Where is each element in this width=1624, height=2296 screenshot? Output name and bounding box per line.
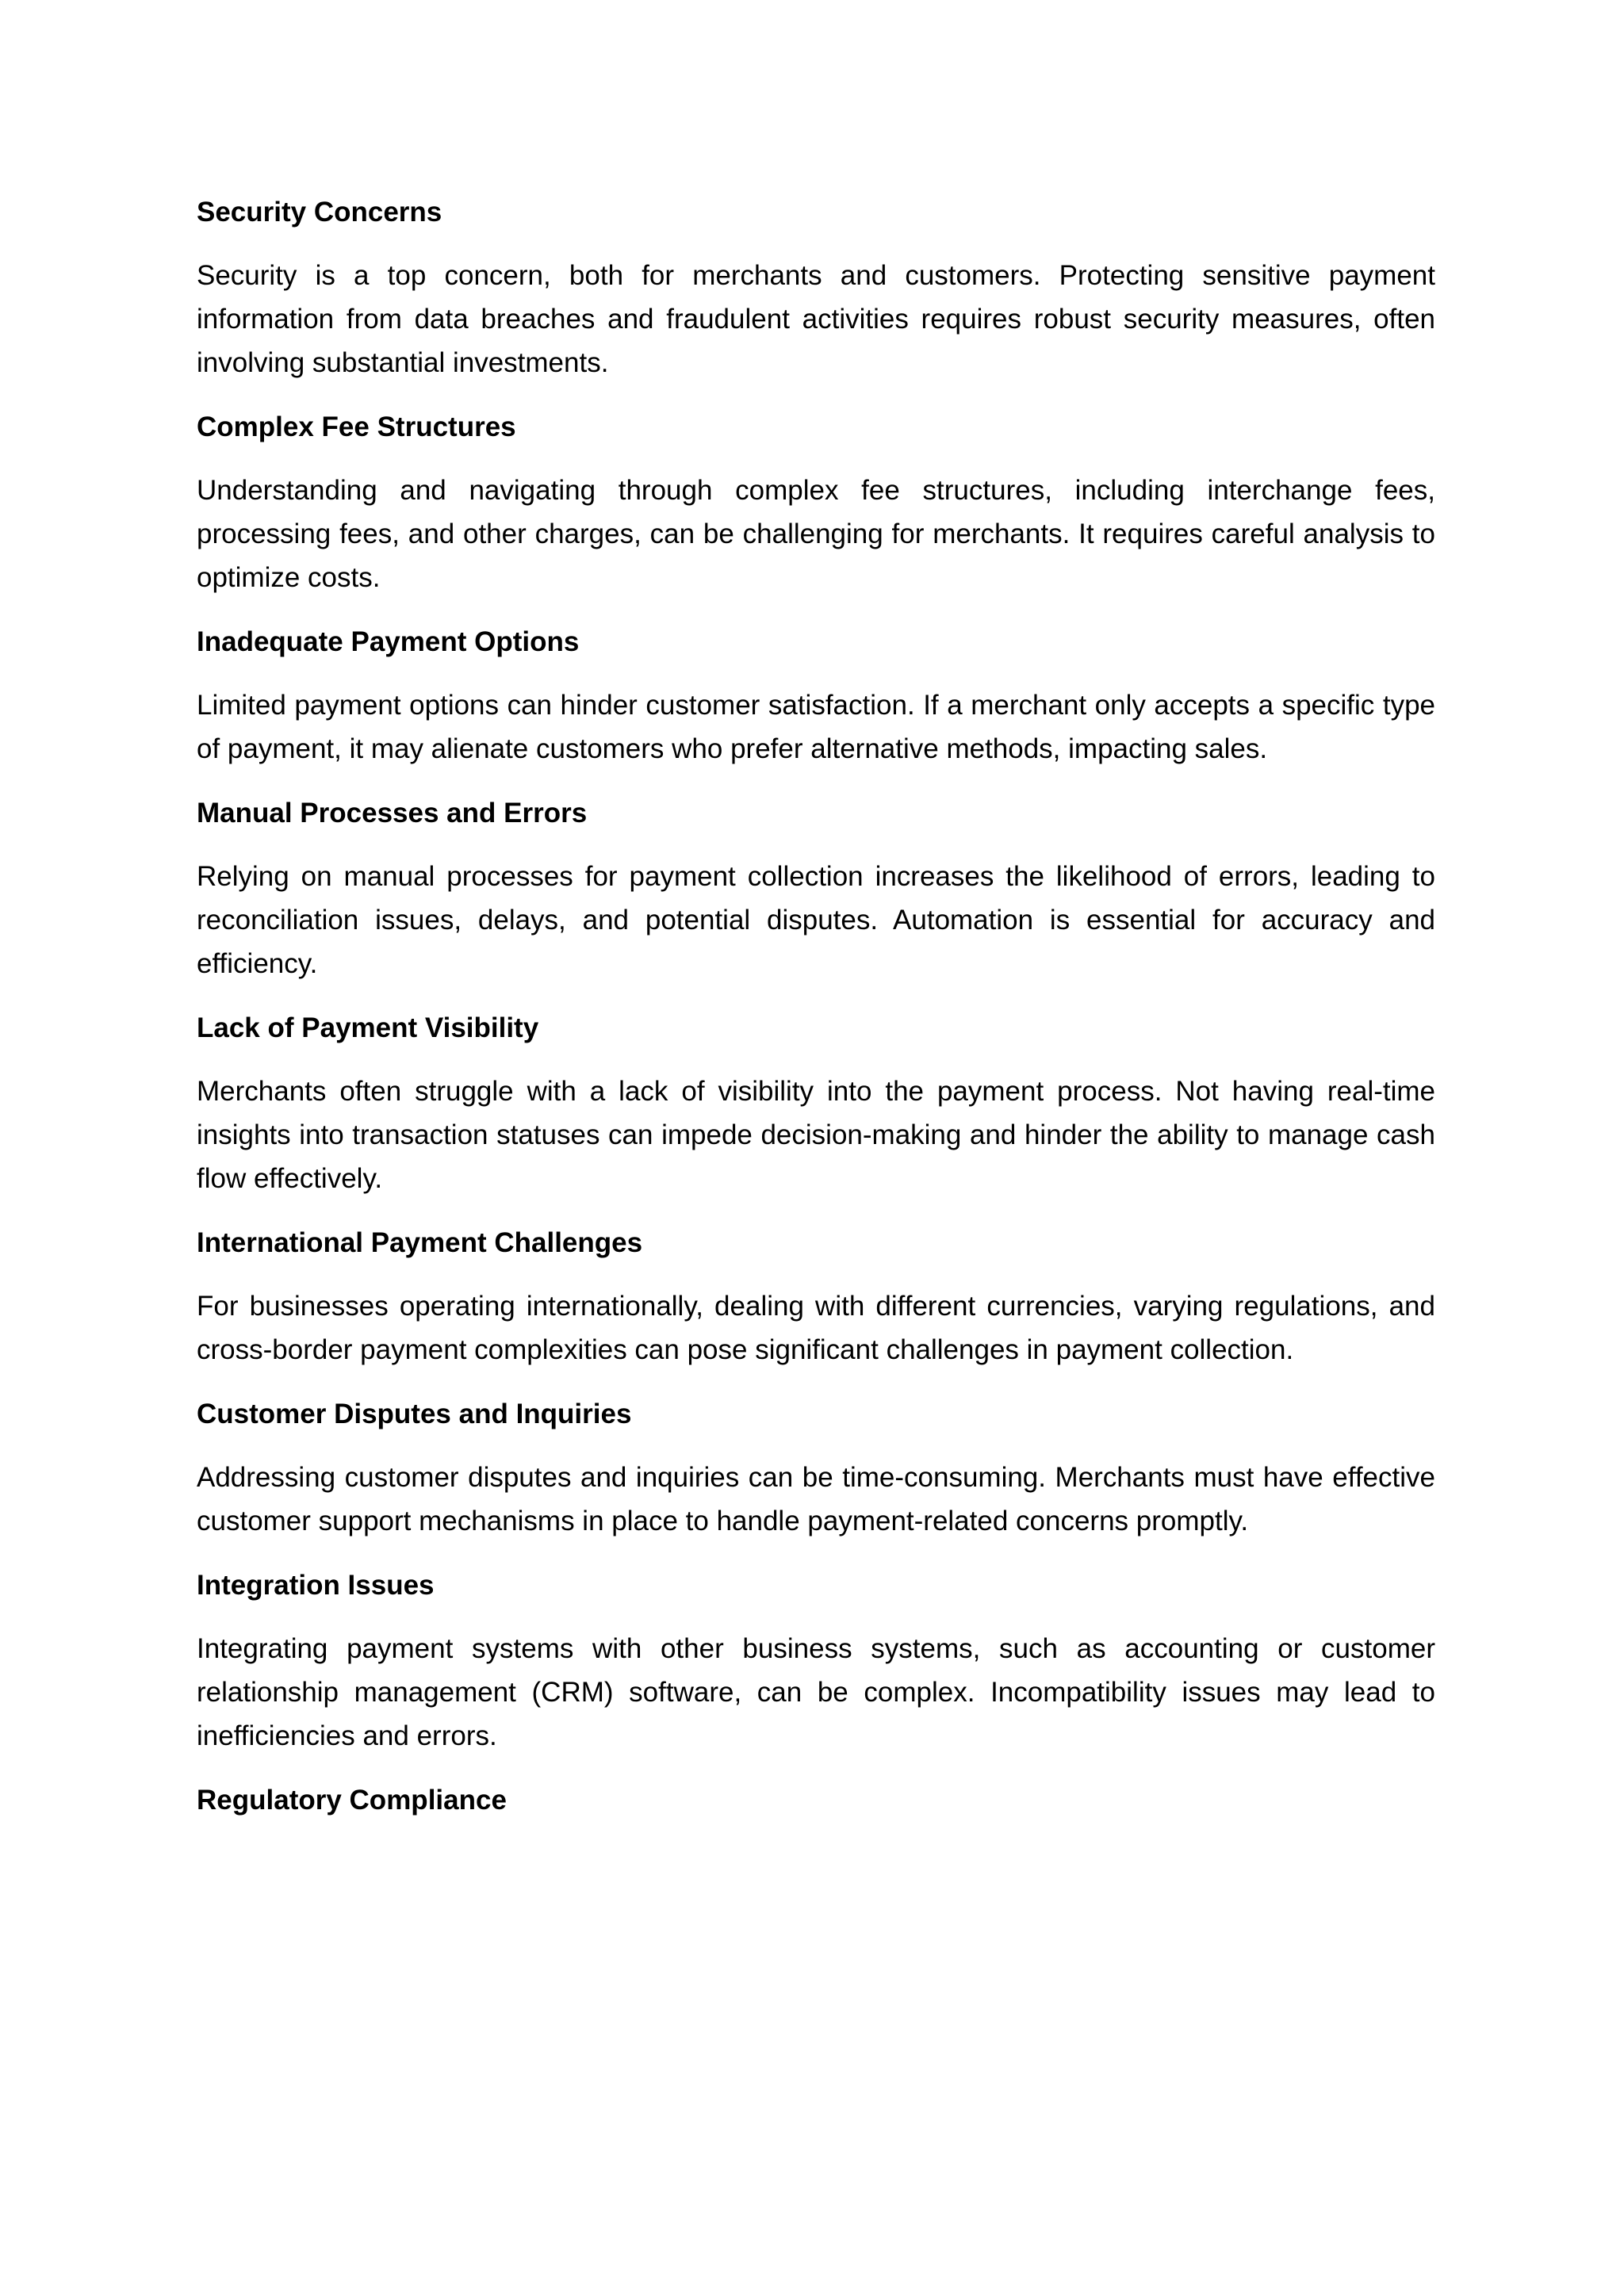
document-page: [197, 190, 1435, 1823]
section-manual-processes-and-errors: [197, 791, 1435, 985]
section-heading: Lack of Payment Visibility: [197, 1012, 539, 1043]
section-heading: International Payment Challenges: [197, 1227, 643, 1258]
section-paragraph: Understanding and navigating through complex fee structures, including interchange fees, processing fees, and other charges, can be challenging for merchants. It requires careful analysis to optimize costs.: [197, 475, 1435, 593]
section-paragraph: Security is a top concern, both for merchants and customers. Protecting sensitive payment information from data breaches and fraudulent activities requires robust security measures, often involving substantial investments.: [197, 260, 1435, 378]
section-inadequate-payment-options: [197, 620, 1435, 771]
section-heading: Regulatory Compliance: [197, 1785, 507, 1816]
section-paragraph: Integrating payment systems with other business systems, such as accounting or customer relationship management (CRM) software, can be complex. Incompatibility issues may lead to inefficiencies and errors.: [197, 1633, 1435, 1751]
section-heading: Customer Disputes and Inquiries: [197, 1399, 632, 1429]
section-regulatory-compliance: [197, 1778, 1435, 1823]
section-paragraph: Limited payment options can hinder customer satisfaction. If a merchant only accepts a specific type of payment, it may alienate customers who prefer alternative methods, impacting sales.: [197, 690, 1435, 764]
section-heading: Integration Issues: [197, 1570, 435, 1601]
section-international-payment-challenges: [197, 1221, 1435, 1372]
section-lack-of-payment-visibility: [197, 1006, 1435, 1200]
section-customer-disputes-and-inquiries: [197, 1392, 1435, 1543]
section-integration-issues: [197, 1563, 1435, 1758]
section-heading: Complex Fee Structures: [197, 411, 516, 442]
section-paragraph: Addressing customer disputes and inquiries can be time-consuming. Merchants must have effective customer support mechanisms in place to handle payment-related concerns promptly.: [197, 1462, 1435, 1536]
section-heading: Manual Processes and Errors: [197, 798, 588, 828]
section-paragraph: Relying on manual processes for payment collection increases the likelihood of errors, leading to reconciliation issues, delays, and potential disputes. Automation is essential for accuracy and efficiency.: [197, 861, 1435, 979]
section-paragraph: Merchants often struggle with a lack of visibility into the payment process. Not having real-time insights into transaction statuses can impede decision-making and hinder the ability to manage cash flow effectively.: [197, 1076, 1435, 1194]
section-heading: Security Concerns: [197, 197, 442, 228]
section-paragraph: For businesses operating internationally, dealing with different currencies, varying regulations, and cross-border payment complexities can pose significant challenges in payment collection.: [197, 1291, 1435, 1365]
section-complex-fee-structures: [197, 405, 1435, 599]
section-heading: Inadequate Payment Options: [197, 626, 580, 657]
section-security-concerns: [197, 190, 1435, 385]
